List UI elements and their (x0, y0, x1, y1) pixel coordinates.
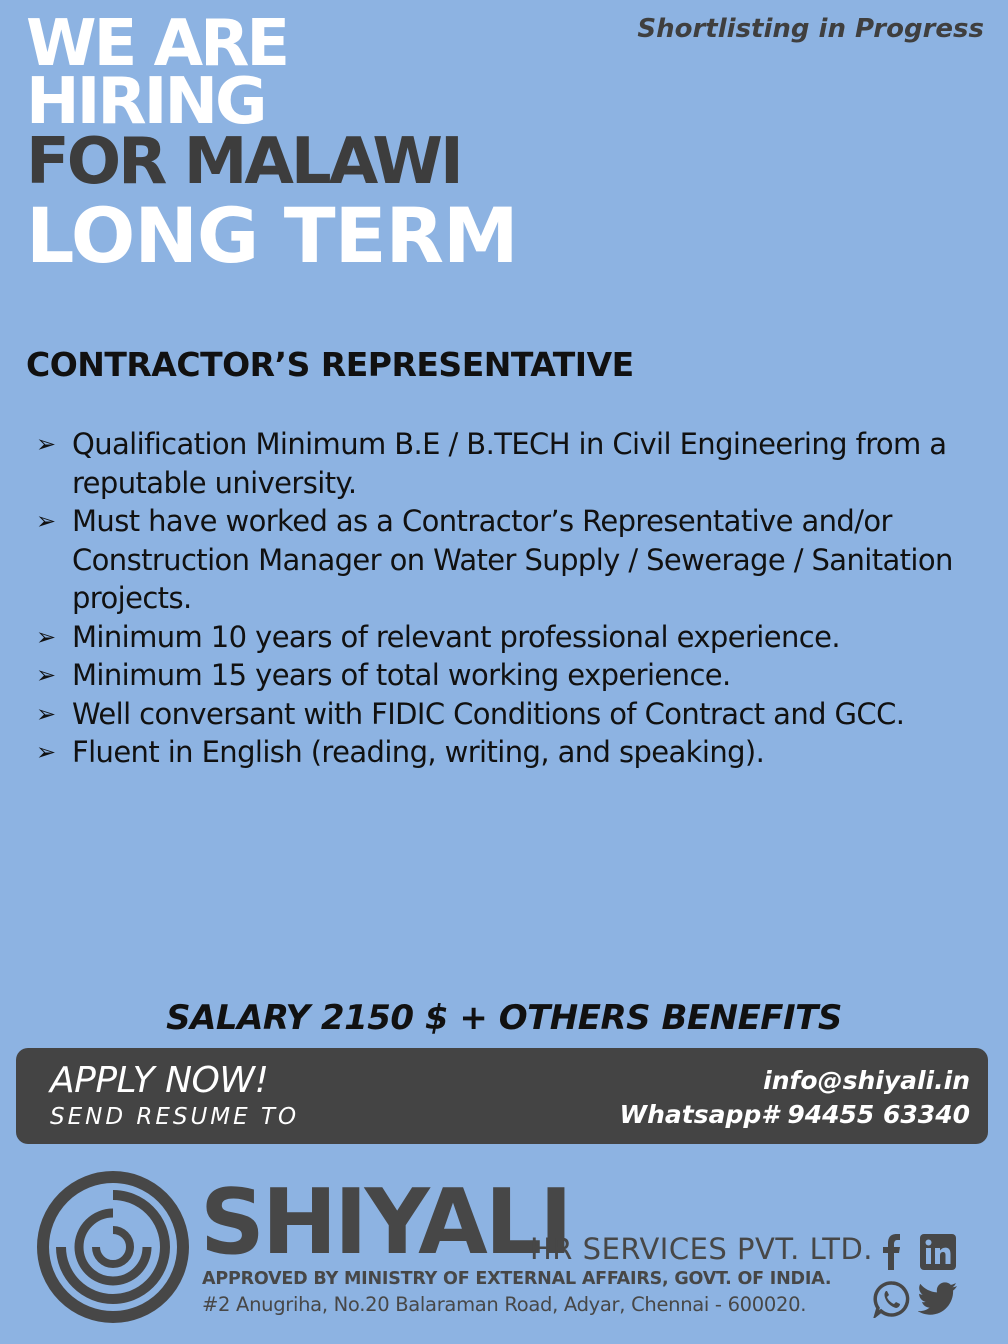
company-name: SHIYALI (200, 1170, 570, 1275)
headline-line-1: WE ARE (26, 7, 288, 81)
linkedin-icon[interactable] (920, 1234, 956, 1270)
requirements-list (36, 425, 986, 772)
requirement-item: ➢ Fluent in English (reading, writing, and speaking). (36, 733, 986, 772)
arrow-bullet-icon: ➢ (36, 661, 56, 689)
apply-banner (16, 1048, 988, 1144)
salary-text: SALARY 2150 $ + OTHERS BENEFITS (166, 998, 842, 1038)
send-resume-label: SEND RESUME TO (50, 1104, 300, 1130)
whatsapp-number[interactable]: Whatsapp# 94455 63340 (619, 1100, 970, 1129)
arrow-bullet-icon: ➢ (36, 699, 56, 728)
shiyali-logo-icon (34, 1168, 192, 1326)
requirement-item: ➢ Qualification Minimum B.E / B.TECH in Civil Engineering from a reputable university. (36, 427, 947, 500)
headline-line-4: LONG TERM (26, 191, 518, 280)
headline-line-3: FOR MALAWI (26, 125, 461, 199)
twitter-icon[interactable] (918, 1282, 958, 1316)
arrow-bullet-icon: ➢ (36, 507, 56, 535)
approval-text: APPROVED BY MINISTRY OF EXTERNAL AFFAIRS, GOVT. OF INDIA. (202, 1269, 832, 1289)
arrow-bullet-icon: ➢ (36, 738, 56, 766)
contact-info (620, 1064, 971, 1132)
requirement-item: ➢ Must have worked as a Contractor’s Representative and/or Construction Manager on Water Supply / Sewerage / Sanitation projects. (36, 504, 953, 615)
company-address: #2 Anugriha, No.20 Balaraman Road, Adyar, Chennai - 600020. (202, 1293, 807, 1316)
email-link[interactable]: info@shiyali.in (763, 1066, 970, 1095)
apply-now-heading: APPLY NOW! (50, 1060, 269, 1101)
requirement-item: ➢ Minimum 15 years of total working experience. (36, 656, 986, 695)
headline (26, 7, 518, 280)
requirement-item: ➢ Minimum 10 years of relevant professional experience. (36, 618, 986, 657)
requirement-item: ➢ Well conversant with FIDIC Conditions of Contract and GCC. (36, 695, 986, 734)
facebook-icon[interactable] (880, 1234, 906, 1270)
company-suffix: HR SERVICES PVT. LTD. (530, 1232, 874, 1266)
shortlisting-status: Shortlisting in Progress (637, 14, 984, 44)
arrow-bullet-icon: ➢ (36, 622, 56, 651)
arrow-bullet-icon: ➢ (36, 430, 56, 458)
job-title: CONTRACTOR’S REPRESENTATIVE (26, 345, 634, 384)
whatsapp-icon[interactable] (873, 1280, 911, 1318)
headline-line-2: HIRING (26, 65, 265, 139)
